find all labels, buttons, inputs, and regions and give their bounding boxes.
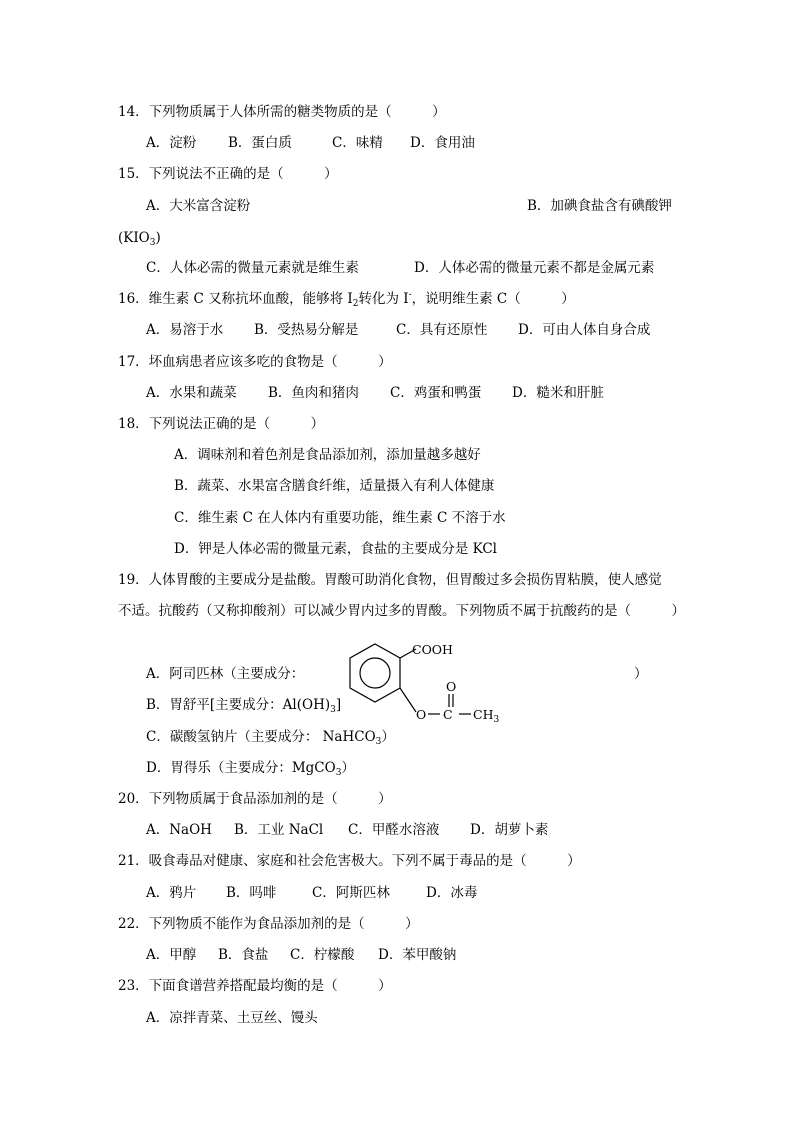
label-carbonyl-o: O bbox=[446, 679, 457, 694]
label-ch3: $CH_3$ bbox=[473, 707, 500, 725]
q18-option-a: A．调味剂和着色剂是食品添加剂，添加量越多越好 bbox=[174, 447, 481, 463]
q17-options bbox=[146, 383, 604, 403]
q17-option-b: B．鱼肉和猪肉 bbox=[268, 385, 359, 401]
q18-option-b: B．蔬菜、水果富含膳食纤维，适量摄入有利人体健康 bbox=[174, 478, 495, 494]
q23-option-a: A．凉拌青菜、土豆丝、馒头 bbox=[146, 1010, 318, 1026]
q21-option-c: C．阿斯匹林 bbox=[312, 885, 390, 901]
q20-stem: 20．下列物质属于食品添加剂的是（ ） bbox=[118, 791, 392, 807]
q22-option-b: B．食盐 bbox=[218, 947, 269, 963]
q14-option-a: A．淀粉 bbox=[146, 135, 197, 151]
q20-option-c: C．甲醛水溶液 bbox=[348, 822, 440, 838]
q20-option-b: B．工业 NaCl bbox=[234, 822, 324, 838]
q21-option-d: D．冰毒 bbox=[426, 885, 478, 901]
q14-option-b: B．蛋白质 bbox=[228, 135, 292, 151]
q14-option-d: D．食用油 bbox=[410, 135, 475, 151]
q21-stem: 21．吸食毒品对健康、家庭和社会危害极大。下列不属于毒品的是（ ） bbox=[118, 853, 581, 869]
q19-stem-line2: 不适。抗酸药（又称抑酸剂）可以减少胃内过多的胃酸。下列物质不属于抗酸药的是（ ） bbox=[118, 603, 685, 619]
q17-option-a: A．水果和蔬菜 bbox=[146, 385, 237, 401]
q23-stem: 23．下面食谱营养搭配最均衡的是（ ） bbox=[118, 978, 392, 994]
q14-option-c: C．味精 bbox=[332, 135, 383, 151]
q16-option-a: A．易溶于水 bbox=[146, 322, 224, 338]
q16-option-c: C．具有还原性 bbox=[396, 322, 488, 338]
q22-option-c: C．柠檬酸 bbox=[290, 947, 355, 963]
q19-option-c: C．碳酸氢钠片（主要成分： NaHCO$_3$） bbox=[146, 729, 395, 747]
q17-stem: 17．坏血病患者应该多吃的食物是（ ） bbox=[118, 354, 392, 370]
bond-to-ester-o bbox=[400, 688, 416, 712]
aspirin-structure-diagram bbox=[332, 642, 512, 730]
q15-option-b: B．加碘食盐含有碘酸钾 bbox=[527, 198, 672, 214]
q20-option-d: D．胡萝卜素 bbox=[470, 822, 549, 838]
q22-options bbox=[146, 945, 456, 965]
q19-option-b: B．胃舒平[主要成分：$Al(OH)_3$] bbox=[146, 697, 342, 715]
q19-stem-line1: 19．人体胃酸的主要成分是盐酸。胃酸可助消化食物，但胃酸过多会损伤胃粘膜，使人感觉 bbox=[118, 572, 662, 588]
q15-option-c: C．人体必需的微量元素就是维生素 bbox=[146, 260, 359, 276]
q21-options bbox=[146, 883, 477, 903]
q22-option-a: A．甲醇 bbox=[146, 947, 197, 963]
q15-stem: 15．下列说法不正确的是（ ） bbox=[118, 166, 338, 182]
q17-option-c: C．鸡蛋和鸭蛋 bbox=[390, 385, 482, 401]
q14-stem: 14．下列物质属于人体所需的糖类物质的是（ ） bbox=[118, 104, 446, 120]
q18-option-c: C．维生素 C 在人体内有重要功能，维生素 C 不溶于水 bbox=[174, 510, 506, 526]
q20-options bbox=[146, 820, 548, 840]
q16-option-d: D．可由人体自身合成 bbox=[518, 322, 651, 338]
q18-option-d: D．钾是人体必需的微量元素，食盐的主要成分是 KCl bbox=[174, 541, 497, 557]
q19-option-d: D．胃得乐（主要成分：MgCO$_3$） bbox=[146, 760, 355, 778]
q15-option-d: D．人体必需的微量元素不都是金属元素 bbox=[414, 260, 655, 276]
label-ester-o: O bbox=[416, 707, 427, 722]
q16-option-b: B．受热易分解是 bbox=[254, 322, 359, 338]
q15-options-cd bbox=[146, 258, 654, 278]
q19-option-a-close: ） bbox=[634, 666, 648, 682]
q17-option-d: D．糙米和肝脏 bbox=[512, 385, 604, 401]
q15-option-b-cont: $(KIO_3)$ bbox=[118, 230, 161, 248]
q14-options bbox=[146, 133, 475, 153]
benzene-ring bbox=[350, 644, 400, 702]
q21-option-b: B．吗啡 bbox=[226, 885, 277, 901]
q20-option-a: A．NaOH bbox=[146, 822, 212, 838]
q22-option-d: D．苯甲酸钠 bbox=[378, 947, 457, 963]
q18-stem: 18．下列说法正确的是（ ） bbox=[118, 416, 325, 432]
q15-option-a: A．大米富含淀粉 bbox=[146, 198, 251, 214]
benzene-ring-circle bbox=[360, 658, 390, 688]
q22-stem: 22．下列物质不能作为食品添加剂的是（ ） bbox=[118, 916, 419, 932]
q16-stem: 16．维生素 C 又称抗坏血酸，能够将 $I_2$转化为 I-，说明维生素 C（ ） bbox=[118, 290, 575, 309]
q16-options bbox=[146, 320, 650, 340]
label-cooh: COOH bbox=[412, 642, 453, 657]
q21-option-a: A．鸦片 bbox=[146, 885, 197, 901]
q19-option-a: A．阿司匹林（主要成分： bbox=[146, 666, 305, 682]
label-carbonyl-c: C bbox=[443, 707, 453, 722]
